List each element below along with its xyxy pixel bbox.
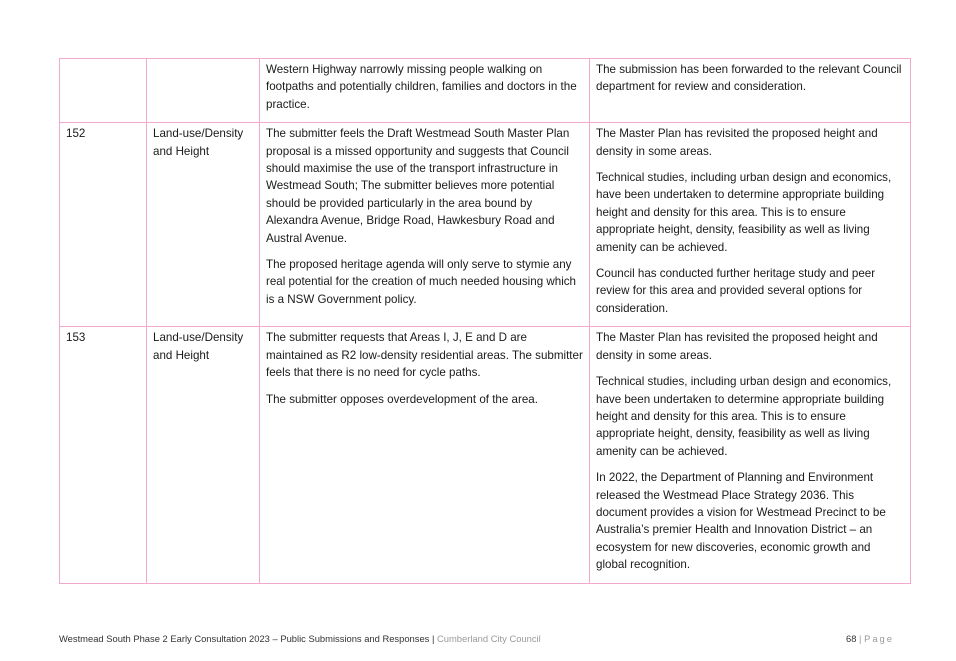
footer-separator: |	[431, 633, 435, 644]
issue-cell: Land-use/Density and Height	[147, 327, 260, 583]
submission-paragraph: Western Highway narrowly missing people walking on footpaths and potentially children, families and doctors in the practice.	[266, 63, 577, 111]
response-paragraph: Council has conducted further heritage study and peer review for this area and provided several options for consideration.	[596, 267, 876, 315]
response-cell	[590, 59, 911, 123]
issue-cell	[147, 59, 260, 123]
page-word: Page	[864, 633, 894, 644]
submission-number-cell	[60, 59, 147, 123]
response-cell	[590, 123, 911, 327]
submission-paragraph: The submitter opposes overdevelopment of the area.	[266, 392, 538, 406]
footer-organisation: Cumberland City Council	[437, 633, 541, 644]
footer-document-title: Westmead South Phase 2 Early Consultation 2023 – Public Submissions and Responses	[59, 633, 430, 644]
response-paragraph: The Master Plan has revisited the proposed height and density in some areas.	[596, 127, 878, 158]
submission-cell	[260, 123, 590, 327]
response-paragraph: In 2022, the Department of Planning and Environment released the Westmead Place Strategy 2036. This document provides a vision for Westmead Precinct to be Australia’s premier Health and Innovation District – an ecosystem for new discoveries, economic growth and global recognition.	[596, 471, 886, 572]
submission-cell	[260, 59, 590, 123]
page-number-separator: |	[859, 633, 862, 644]
table-row	[60, 123, 911, 327]
response-paragraph: The Master Plan has revisited the proposed height and density in some areas.	[596, 331, 878, 362]
response-paragraph: Technical studies, including urban design and economics, have been undertaken to determine appropriate building height and density for this area. This is to ensure appropriate height, density, feasibility as well as living amenity can be achieved.	[596, 171, 892, 254]
submissions-table	[59, 58, 911, 584]
submission-number-cell: 153	[60, 327, 147, 583]
table-row	[60, 327, 911, 583]
submission-paragraph: The proposed heritage agenda will only serve to stymie any real potential for the creation of much needed housing which is a NSW Government policy.	[266, 258, 577, 306]
submission-number-cell: 152	[60, 123, 147, 327]
response-paragraph: Technical studies, including urban design and economics, have been undertaken to determine appropriate building height and density for this area. This is to ensure appropriate height, density, feasibility as well as living amenity can be achieved.	[596, 375, 892, 458]
page-number-block	[846, 633, 894, 645]
page-number: 68	[846, 633, 857, 644]
submission-cell	[260, 327, 590, 583]
submission-paragraph: The submitter requests that Areas I, J, E and D are maintained as R2 low-density residential areas. The submitter feels that there is no need for cycle paths.	[266, 331, 583, 380]
response-cell	[590, 327, 911, 583]
submission-paragraph: The submitter feels the Draft Westmead South Master Plan proposal is a missed opportunity and suggests that Council should maximise the use of the transport infrastructure in Westmead South; The submitter believes more potential should be provided particularly in the area bound by Alexandra Avenue, Bridge Road, Hawkesbury Road and Austral Avenue.	[266, 127, 570, 245]
table-row	[60, 59, 911, 123]
issue-cell: Land-use/Density and Height	[147, 123, 260, 327]
page-footer	[59, 633, 894, 645]
response-paragraph: The submission has been forwarded to the relevant Council department for review and consideration.	[596, 63, 902, 94]
